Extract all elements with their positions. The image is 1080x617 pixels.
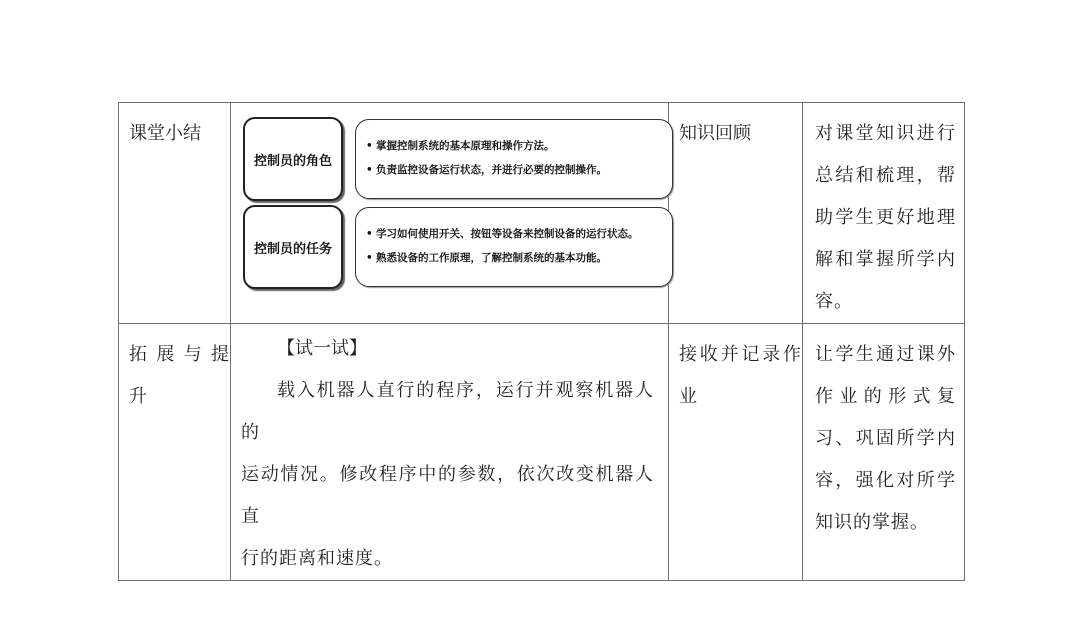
intent-line: 总结和梳理，帮 xyxy=(815,165,956,186)
table-row xyxy=(119,324,965,581)
task-label-box: 控制员的任务 xyxy=(243,205,343,289)
intent-line: 容，强化对所学 xyxy=(815,470,956,491)
role-point: • 掌握控制系统的基本原理和操作方法。 xyxy=(366,140,555,152)
intent-line: 知识的掌握。 xyxy=(815,512,929,533)
diagram-group-role xyxy=(243,117,665,197)
design-intent-cell xyxy=(803,324,965,581)
task-point: • 熟悉设备的工作原理，了解控制系统的基本功能。 xyxy=(366,252,607,264)
intent-line: 容。 xyxy=(815,291,853,312)
role-points-box xyxy=(355,119,673,199)
summary-diagram xyxy=(231,103,668,303)
diagram-group-task xyxy=(243,205,665,285)
design-intent-cell xyxy=(803,103,965,324)
stage-cell xyxy=(119,103,231,324)
role-label-box: 控制员的角色 xyxy=(243,117,343,201)
role-point: • 负责监控设备运行状态，并进行必要的控制操作。 xyxy=(366,164,607,176)
intent-line: 对课堂知识进行 xyxy=(815,123,956,144)
lesson-plan-table xyxy=(118,102,965,581)
student-activity-line: 业 xyxy=(679,386,698,407)
stage-line: 升 xyxy=(129,386,148,407)
student-activity-cell xyxy=(669,103,803,324)
task-points-box xyxy=(355,207,673,287)
intent-line: 解和掌握所学内 xyxy=(815,249,956,270)
student-activity-cell xyxy=(669,324,803,581)
task-point: • 学习如何使用开关、按钮等设备来控制设备的运行状态。 xyxy=(366,228,639,240)
table-row xyxy=(119,103,965,324)
summary-diagram-cell xyxy=(231,103,669,324)
student-activity-line: 接收并记录作 xyxy=(679,344,802,365)
stage-line: 拓展与提 xyxy=(129,344,230,365)
content-line: 行的距离和速度。 xyxy=(241,548,393,569)
content-line: 载入机器人直行的程序，运行并观察机器人的 xyxy=(241,380,654,443)
intent-line: 助学生更好地理 xyxy=(815,207,956,228)
stage-label: 课堂小结 xyxy=(129,123,201,144)
content-heading: 【试一试】 xyxy=(277,338,367,359)
student-activity-text: 知识回顾 xyxy=(679,123,751,144)
intent-line: 习、巩固所学内 xyxy=(815,428,956,449)
intent-line: 作业的形式复 xyxy=(815,386,956,407)
content-line: 运动情况。修改程序中的参数，依次改变机器人直 xyxy=(241,464,654,527)
intent-line: 让学生通过课外 xyxy=(815,344,956,365)
content-cell xyxy=(231,324,669,581)
stage-cell xyxy=(119,324,231,581)
